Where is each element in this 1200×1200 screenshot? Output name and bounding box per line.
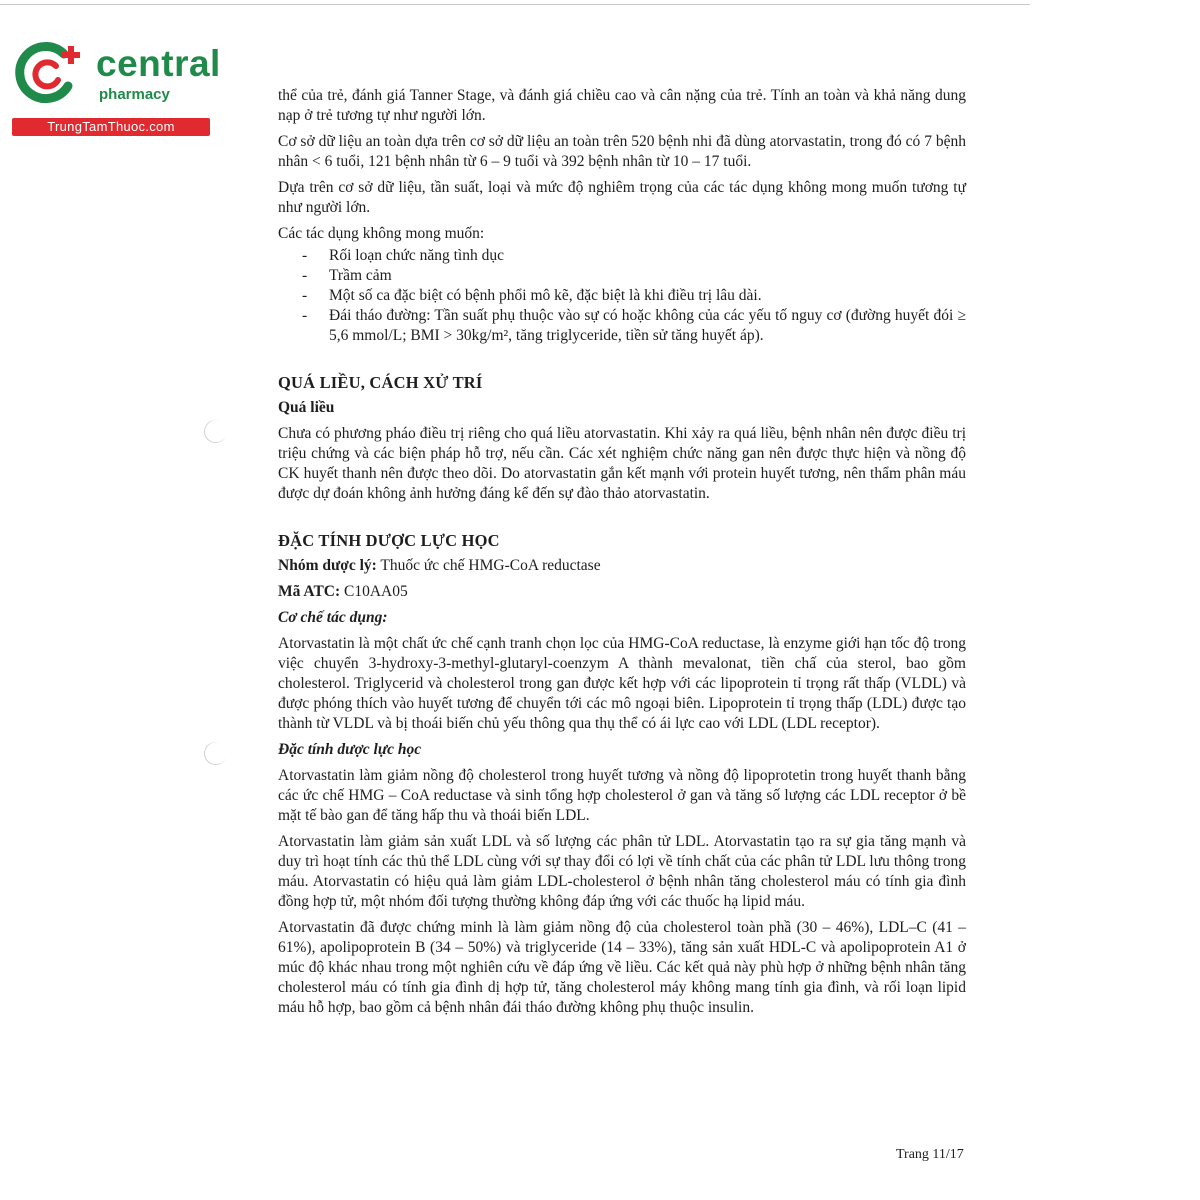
list-item: - Đái tháo đường: Tần suất phụ thuộc vào sự có hoặc không của các yếu tố nguy cơ (đường huyết đói ≥ 5,6 mmol/L; BMI > 30kg/m², tăng triglyceride, tiền sử tăng huyết áp). (302, 306, 966, 346)
list-item: - Một số ca đặc biệt có bệnh phổi mô kẽ, đặc biệt là khi điều trị lâu dài. (302, 286, 966, 306)
paragraph: Atorvastatin là một chất ức chế cạnh tranh chọn lọc của HMG-CoA reductase, là enzyme giới hạn tốc độ trong việc chuyển 3-hydroxy-3-methyl-glutaryl-coenzym A thành mevalonat, tiền chấ của sterol, bao gồm cholesterol. Triglycerid và cholesterol trong gan được kết hợp với các lipoprotein tỉ trọng rất thấp (VLDL) và được phóng thích vào huyết tương để chuyển tới các mô ngoại biên. Lipoprotein tỉ trọng thấp (LDL) được tạo thành từ VLDL và bị thoái biến chủ yếu thông qua thụ thể có ái lực cao với LDL (LDL receptor). (278, 635, 966, 732)
logo-name: central (96, 43, 221, 84)
adverse-effects-list (278, 246, 966, 346)
logo-url-banner[interactable]: TrungTamThuoc.com (12, 118, 210, 136)
group-label: Nhóm dược lý: (278, 557, 377, 574)
document-body (278, 86, 966, 1024)
pharmacologic-group (278, 556, 966, 576)
section-heading-overdose: QUÁ LIỀU, CÁCH XỬ TRÍ (278, 373, 483, 392)
central-pharmacy-logo-mark (12, 40, 82, 106)
atc-label: Mã ATC: (278, 583, 341, 600)
punch-hole-mark (201, 739, 230, 768)
punch-hole-mark (201, 417, 230, 446)
list-item: - Trầm cảm (302, 266, 966, 286)
scan-top-edge (0, 4, 1030, 5)
logo-subtitle: pharmacy (99, 86, 170, 103)
pharmacy-logo[interactable] (10, 38, 221, 138)
subheading-mechanism: Cơ chế tác dụng: (278, 609, 388, 626)
list-item: - Rối loạn chức năng tình dục (302, 246, 966, 266)
paragraph: Atorvastatin làm giảm sản xuất LDL và số lượng các phân tử LDL. Atorvastatin tạo ra sự gia tăng mạnh và duy trì hoạt tính các thủ thể LDL cùng với sự thay đổi có lợi về tính chất của các phân tử LDL lưu thông trong máu. Atorvastatin có hiệu quả làm giảm LDL-cholesterol ở bệnh nhân tăng cholesterol máu có tính gia đình đồng hợp tử, một nhóm đối tượng thường không đáp ứng với các thuốc hạ lipid máu. (278, 833, 966, 910)
group-value: Thuốc ức chế HMG-CoA reductase (376, 557, 601, 574)
subheading-overdose: Quá liều (278, 399, 335, 416)
paragraph: Atorvastatin làm giảm nồng độ cholesterol trong huyết tương và nồng độ lipoprotetin trong huyết thanh bằng các ức chế HMG – CoA reductase và sinh tổng hợp cholesterol ở gan và tăng số lượng các LDL receptor ở bề mặt tế bào gan để tăng hấp thu và thoái biến LDL. (278, 767, 966, 824)
subheading-pharmacodynamic-properties: Đặc tính dược lực học (278, 741, 422, 758)
page-number: Trang 11/17 (896, 1147, 964, 1162)
atc-code (278, 582, 966, 602)
paragraph: Chưa có phương pháo điều trị riêng cho quá liều atorvastatin. Khi xảy ra quá liều, bệnh nhân nên được điều trị triệu chứng và các biện pháp hỗ trợ, nếu cần. Các xét nghiệm chức năng gan nên được thực hiện và nồng độ CK huyết thanh nên được theo dõi. Do atorvastatin gắn kết mạnh với protein huyết tương, nên thẩm phân máu được dự đoán không ảnh hưởng đáng kể đến sự đào thảo atorvastatin. (278, 425, 966, 502)
section-heading-pharmacodynamics: ĐẶC TÍNH DƯỢC LỰC HỌC (278, 531, 500, 550)
atc-value: C10AA05 (340, 583, 408, 600)
paragraph: Các tác dụng không mong muốn: (278, 225, 485, 242)
paragraph: thể của trẻ, đánh giá Tanner Stage, và đánh giá chiều cao và cân nặng của trẻ. Tính an toàn và khả năng dung nạp ở trẻ tương tự như người lớn. (278, 87, 966, 124)
paragraph: Dựa trên cơ sở dữ liệu, tần suất, loại và mức độ nghiêm trọng của các tác dụng không mong muốn tương tự như người lớn. (278, 179, 966, 216)
paragraph: Cơ sở dữ liệu an toàn dựa trên cơ sở dữ liệu an toàn trên 520 bệnh nhi đã dùng atorvastatin, trong đó có 7 bệnh nhân < 6 tuổi, 121 bệnh nhân từ 6 – 9 tuổi và 392 bệnh nhân từ 10 – 17 tuổi. (278, 133, 966, 170)
paragraph: Atorvastatin đã được chứng minh là làm giảm nồng độ của cholesterol toàn phầ (30 – 46%), LDL–C (41 – 61%), apolipoprotein B (34 – 50%) và triglyceride (14 – 33%), tăng sản xuất HDL-C và apolipoprotein A1 ở múc độ khác nhau trong một nghiên cứu về đáp ứng về liều. Các kết quả này phù hợp ở những bệnh nhân tăng cholesterol máu có tính gia đình dị hợp tử, tăng cholesterol máy không mang tính gia đình, và rối loạn lipid máu hỗ hợp, bao gồm cả bệnh nhân đái tháo đường không phụ thuộc insulin. (278, 919, 966, 1016)
